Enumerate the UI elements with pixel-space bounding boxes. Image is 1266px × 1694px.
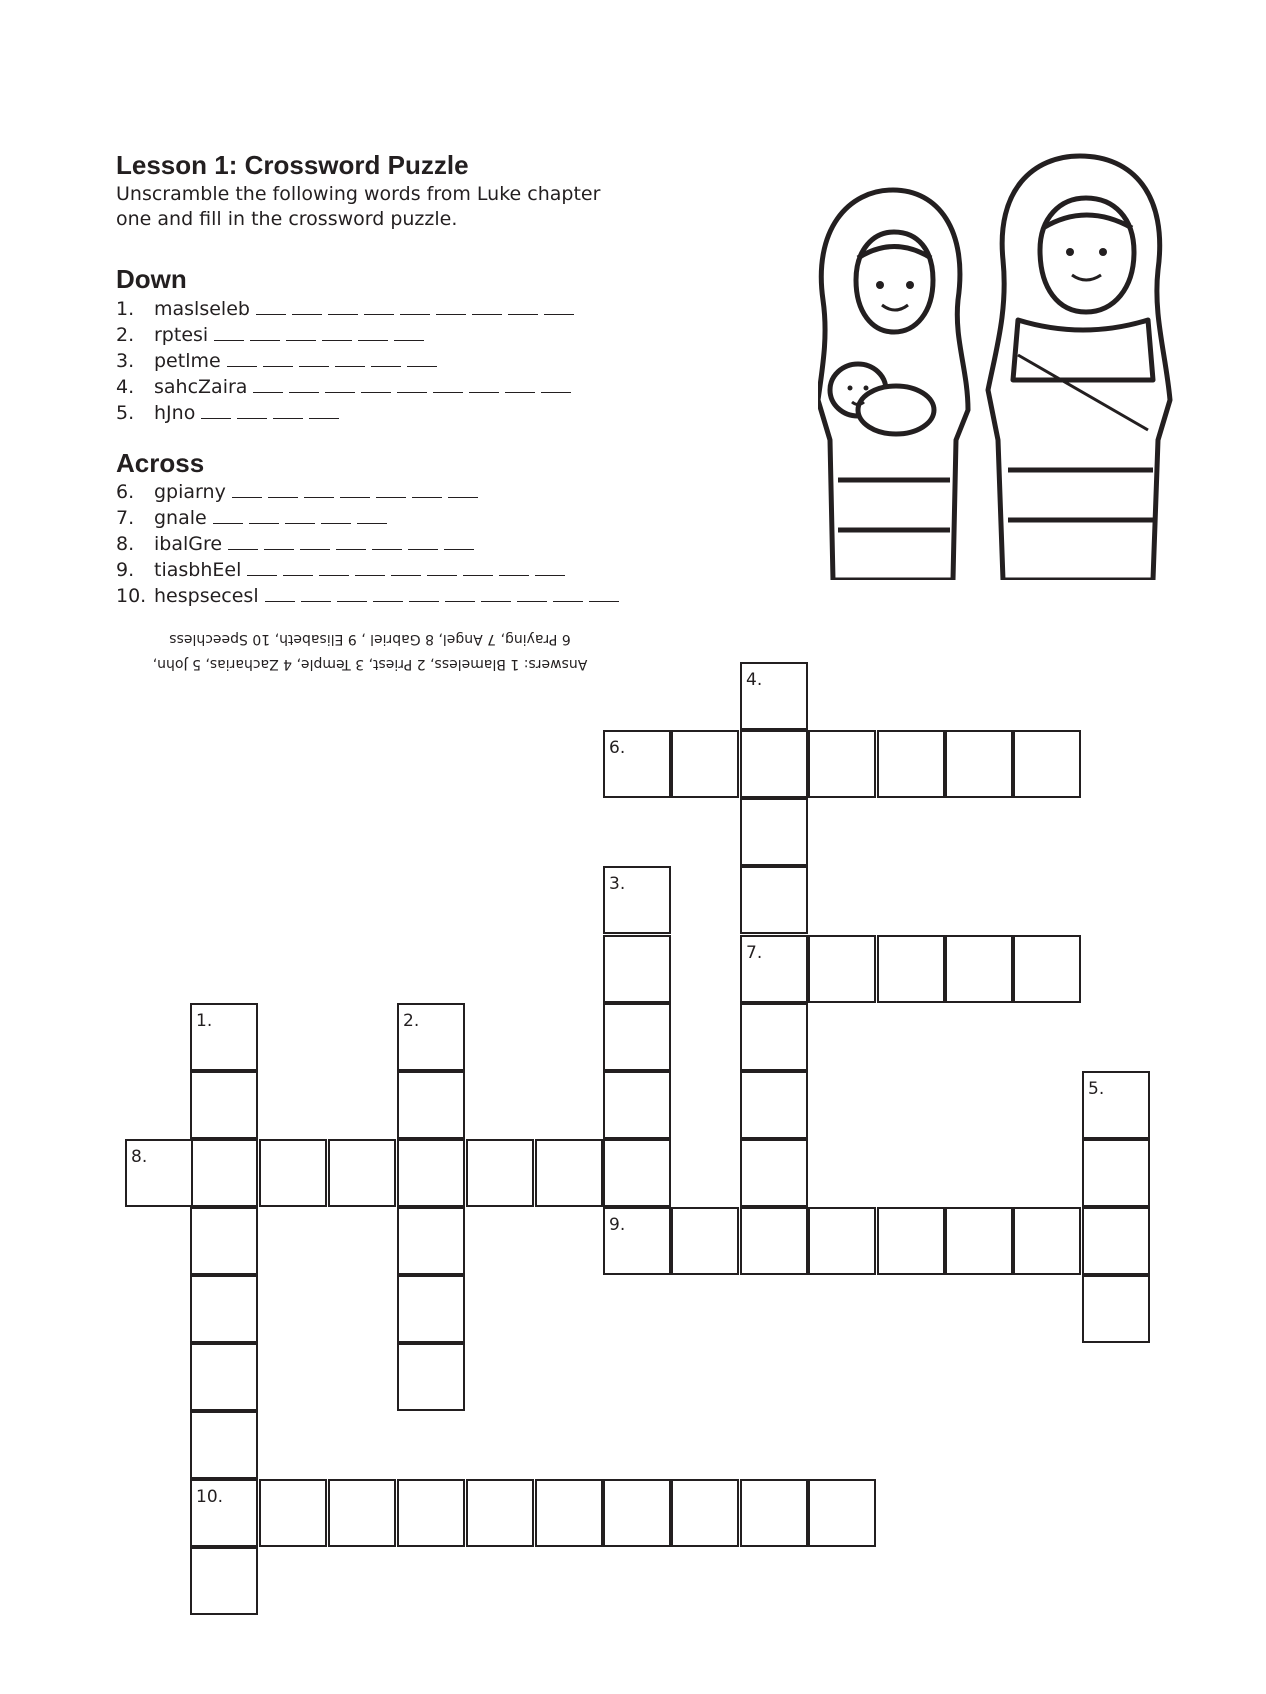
grid-cell[interactable] [397, 1139, 465, 1207]
grid-cell[interactable] [1082, 1139, 1150, 1207]
answer-blank[interactable] [227, 366, 257, 367]
grid-cell[interactable] [328, 1139, 396, 1207]
answer-blank[interactable] [361, 392, 391, 393]
answer-blank[interactable] [448, 497, 478, 498]
grid-cell[interactable] [945, 730, 1013, 798]
grid-cell-number: 9. [609, 1215, 626, 1235]
scrambled-word: hJno [154, 402, 196, 424]
instruction-line-2: one and fill in the crossword puzzle. [116, 208, 458, 230]
grid-cell[interactable] [125, 1139, 193, 1207]
clue-number: 5. [116, 402, 135, 424]
clue-number: 9. [116, 559, 135, 581]
grid-cell[interactable] [397, 1479, 465, 1547]
clue-number: 4. [116, 376, 135, 398]
grid-cell[interactable] [671, 1207, 739, 1275]
answer-blank[interactable] [481, 601, 511, 602]
down-clue-2 [116, 323, 430, 348]
answer-key-line-2: 6 Praying, 7 Angel, 8 Gabriel , 9 Elisabeth, 10 Speechless [169, 631, 571, 647]
answer-blanks[interactable] [213, 506, 393, 531]
grid-cell[interactable] [190, 1207, 258, 1275]
answer-blank[interactable] [408, 549, 438, 550]
grid-cell-number: 10. [196, 1487, 224, 1507]
grid-cell[interactable] [740, 730, 808, 798]
answer-blank[interactable] [301, 601, 331, 602]
across-clue-9 [116, 558, 571, 583]
grid-cell[interactable] [945, 935, 1013, 1003]
answer-blank[interactable] [436, 314, 466, 315]
grid-cell[interactable] [190, 1411, 258, 1479]
clue-number: 3. [116, 350, 135, 372]
grid-cell[interactable] [603, 1139, 671, 1207]
grid-cell[interactable] [190, 1003, 258, 1071]
answer-blank[interactable] [337, 601, 367, 602]
answer-blank[interactable] [340, 497, 370, 498]
grid-cell[interactable] [190, 1343, 258, 1411]
grid-cell[interactable] [808, 1479, 876, 1547]
grid-cell[interactable] [740, 935, 808, 1003]
grid-cell[interactable] [1013, 730, 1081, 798]
answer-blank[interactable] [273, 418, 303, 419]
grid-cell[interactable] [603, 866, 671, 934]
answer-blank[interactable] [371, 366, 401, 367]
answer-blank[interactable] [292, 314, 322, 315]
down-clue-1 [116, 297, 580, 322]
scrambled-word: gpiarny [154, 481, 226, 503]
answer-blank[interactable] [263, 366, 293, 367]
answer-blank[interactable] [232, 497, 262, 498]
answer-blanks[interactable] [265, 584, 625, 609]
answer-blank[interactable] [394, 340, 424, 341]
grid-cell[interactable] [671, 730, 739, 798]
across-clue-6 [116, 480, 484, 505]
grid-cell[interactable] [671, 1479, 739, 1547]
grid-cell[interactable] [603, 1479, 671, 1547]
grid-cell[interactable] [945, 1207, 1013, 1275]
answer-blank[interactable] [433, 392, 463, 393]
answer-blank[interactable] [505, 392, 535, 393]
grid-cell[interactable] [603, 1003, 671, 1071]
answer-blank[interactable] [373, 601, 403, 602]
clue-number: 8. [116, 533, 135, 555]
answer-blanks[interactable] [232, 480, 484, 505]
answer-blank[interactable] [264, 549, 294, 550]
clue-number: 7. [116, 507, 135, 529]
answer-blank[interactable] [427, 575, 457, 576]
answer-blank[interactable] [256, 314, 286, 315]
grid-cell[interactable] [259, 1479, 327, 1547]
grid-cell[interactable] [603, 1207, 671, 1275]
answer-blank[interactable] [553, 601, 583, 602]
answer-blank[interactable] [299, 366, 329, 367]
grid-cell[interactable] [1082, 1207, 1150, 1275]
answer-blank[interactable] [213, 523, 243, 524]
answer-blank[interactable] [328, 314, 358, 315]
answer-key-line-1: Answers: 1 Blameless, 2 Priest, 3 Temple, 4 Zacharias, 5 John, [152, 656, 588, 672]
grid-cell[interactable] [397, 1207, 465, 1275]
answer-blank[interactable] [409, 601, 439, 602]
answer-key-upside-down [150, 626, 590, 676]
grid-cell[interactable] [190, 1479, 258, 1547]
grid-cell[interactable] [535, 1139, 603, 1207]
scrambled-word: maslseleb [154, 298, 250, 320]
answer-blank[interactable] [283, 575, 313, 576]
across-clue-8 [116, 532, 480, 557]
clue-number: 10. [116, 585, 147, 607]
grid-cell[interactable] [1013, 935, 1081, 1003]
clue-number: 2. [116, 324, 135, 346]
grid-cell[interactable] [603, 730, 671, 798]
grid-cell-number: 1. [196, 1011, 213, 1031]
answer-blank[interactable] [319, 575, 349, 576]
scrambled-word: tiasbhEel [154, 559, 242, 581]
answer-blank[interactable] [355, 575, 385, 576]
grid-cell[interactable] [877, 1207, 945, 1275]
answer-blank[interactable] [472, 314, 502, 315]
scrambled-word: gnale [154, 507, 207, 529]
answer-blank[interactable] [228, 549, 258, 550]
grid-cell[interactable] [740, 1139, 808, 1207]
down-clue-3 [116, 349, 443, 374]
grid-cell[interactable] [603, 1071, 671, 1139]
grid-cell[interactable] [259, 1139, 327, 1207]
down-clue-4 [116, 375, 577, 400]
answer-blank[interactable] [335, 366, 365, 367]
grid-cell[interactable] [877, 730, 945, 798]
grid-cell[interactable] [397, 1343, 465, 1411]
answer-blank[interactable] [265, 601, 295, 602]
answer-blanks[interactable] [227, 349, 443, 374]
grid-cell[interactable] [397, 1003, 465, 1071]
grid-cell[interactable] [328, 1479, 396, 1547]
answer-blank[interactable] [289, 392, 319, 393]
grid-cell[interactable] [740, 1479, 808, 1547]
answer-blank[interactable] [249, 523, 279, 524]
answer-blanks[interactable] [228, 532, 480, 557]
clue-number: 1. [116, 298, 135, 320]
scrambled-word: rptesi [154, 324, 209, 346]
page-title: Lesson 1: Crossword Puzzle [116, 150, 469, 180]
grid-cell[interactable] [740, 866, 808, 934]
answer-blank[interactable] [201, 418, 231, 419]
clue-number: 6. [116, 481, 135, 503]
answer-blanks[interactable] [247, 558, 571, 583]
scrambled-word: ibalGre [154, 533, 223, 555]
answer-blank[interactable] [397, 392, 427, 393]
across-clue-10 [116, 584, 625, 609]
grid-cell[interactable] [740, 1207, 808, 1275]
answer-blank[interactable] [309, 418, 339, 419]
answer-blanks[interactable] [214, 323, 430, 348]
grid-cell[interactable] [808, 935, 876, 1003]
grid-cell[interactable] [1082, 1071, 1150, 1139]
instruction-line-1: Unscramble the following words from Luke chapter [116, 183, 601, 205]
scrambled-word: sahcZaira [154, 376, 248, 398]
across-heading: Across [116, 448, 205, 478]
answer-blank[interactable] [407, 366, 437, 367]
answer-blank[interactable] [214, 340, 244, 341]
answer-blank[interactable] [412, 497, 442, 498]
answer-blank[interactable] [358, 340, 388, 341]
answer-blank[interactable] [304, 497, 334, 498]
grid-cell[interactable] [397, 1275, 465, 1343]
grid-cell[interactable] [190, 1275, 258, 1343]
answer-blanks[interactable] [253, 375, 577, 400]
grid-cell[interactable] [603, 935, 671, 1003]
grid-cell-number: 3. [609, 874, 626, 894]
answer-blank[interactable] [237, 418, 267, 419]
grid-cell[interactable] [190, 1071, 258, 1139]
grid-cell-number: 8. [131, 1147, 148, 1167]
answer-blank[interactable] [445, 601, 475, 602]
answer-blank[interactable] [376, 497, 406, 498]
answer-blank[interactable] [286, 340, 316, 341]
grid-cell[interactable] [808, 730, 876, 798]
answer-blank[interactable] [372, 549, 402, 550]
grid-cell-number: 7. [746, 943, 763, 963]
grid-cell[interactable] [190, 1139, 258, 1207]
answer-blanks[interactable] [256, 297, 580, 322]
down-clue-5 [116, 401, 345, 426]
grid-cell[interactable] [877, 935, 945, 1003]
grid-cell-number: 4. [746, 670, 763, 690]
answer-blank[interactable] [322, 340, 352, 341]
answer-blank[interactable] [321, 523, 351, 524]
mary-elizabeth-illustration [818, 140, 1188, 580]
answer-blank[interactable] [541, 392, 571, 393]
down-heading: Down [116, 264, 187, 294]
grid-cell[interactable] [466, 1139, 534, 1207]
answer-blank[interactable] [499, 575, 529, 576]
grid-cell-number: 2. [403, 1011, 420, 1031]
answer-blank[interactable] [535, 575, 565, 576]
scrambled-word: petlme [154, 350, 221, 372]
grid-cell[interactable] [740, 798, 808, 866]
answer-blank[interactable] [544, 314, 574, 315]
answer-blank[interactable] [250, 340, 280, 341]
grid-cell[interactable] [535, 1479, 603, 1547]
answer-blank[interactable] [391, 575, 421, 576]
answer-blank[interactable] [336, 549, 366, 550]
answer-blank[interactable] [357, 523, 387, 524]
scrambled-word: hespsecesl [154, 585, 259, 607]
answer-blank[interactable] [364, 314, 394, 315]
grid-cell[interactable] [740, 662, 808, 730]
answer-blank[interactable] [444, 549, 474, 550]
answer-blank[interactable] [589, 601, 619, 602]
grid-cell[interactable] [740, 1003, 808, 1071]
answer-blank[interactable] [469, 392, 499, 393]
answer-blank[interactable] [268, 497, 298, 498]
answer-blank[interactable] [247, 575, 277, 576]
grid-cell[interactable] [740, 1071, 808, 1139]
across-clue-7 [116, 506, 393, 531]
answer-blank[interactable] [508, 314, 538, 315]
grid-cell[interactable] [466, 1479, 534, 1547]
answer-blank[interactable] [400, 314, 430, 315]
answer-blank[interactable] [285, 523, 315, 524]
answer-blank[interactable] [325, 392, 355, 393]
grid-cell[interactable] [808, 1207, 876, 1275]
answer-blank[interactable] [253, 392, 283, 393]
grid-cell[interactable] [397, 1071, 465, 1139]
answer-blank[interactable] [463, 575, 493, 576]
grid-cell-number: 5. [1088, 1079, 1105, 1099]
grid-cell[interactable] [1082, 1275, 1150, 1343]
answer-blanks[interactable] [201, 401, 345, 426]
answer-blank[interactable] [517, 601, 547, 602]
grid-cell[interactable] [1013, 1207, 1081, 1275]
answer-blank[interactable] [300, 549, 330, 550]
grid-cell-number: 6. [609, 738, 626, 758]
grid-cell[interactable] [190, 1547, 258, 1615]
